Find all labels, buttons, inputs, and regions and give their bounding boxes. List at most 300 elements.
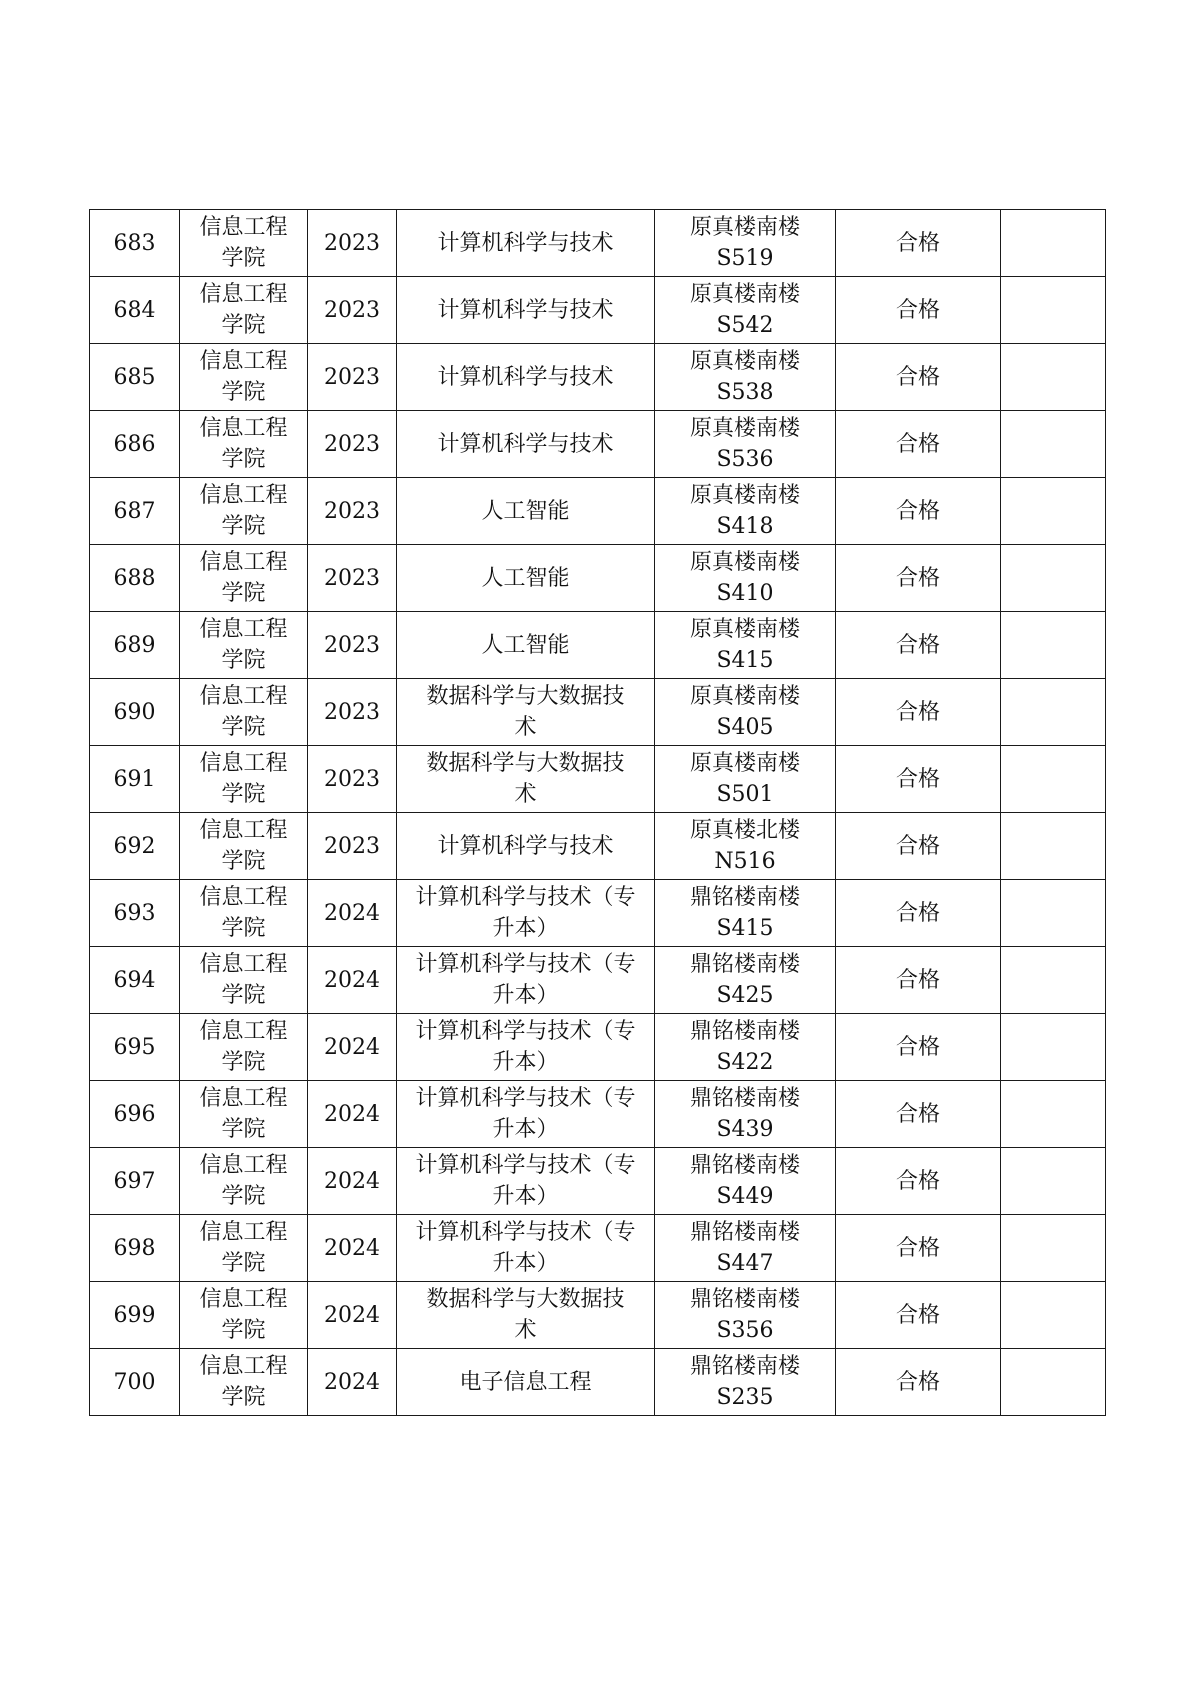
dormitory-cell (655, 1014, 836, 1081)
major-cell (397, 411, 655, 478)
row-number-cell (90, 1349, 180, 1416)
row-number-cell-text: 694 (113, 967, 156, 993)
row-number-cell-text: 690 (113, 699, 156, 725)
major-cell-line: 升本） (492, 1050, 559, 1075)
dormitory-cell-line: S439 (716, 1117, 774, 1142)
row-number-cell (90, 411, 180, 478)
result-cell (836, 612, 1001, 679)
major-cell (397, 277, 655, 344)
college-cell (180, 1349, 308, 1416)
college-cell (180, 277, 308, 344)
result-cell-text: 合格 (895, 1235, 940, 1261)
year-cell (308, 277, 397, 344)
year-cell-text: 2023 (324, 431, 380, 457)
dormitory-cell (655, 277, 836, 344)
dormitory-cell (655, 411, 836, 478)
major-cell (397, 1148, 655, 1215)
dormitory-cell (655, 478, 836, 545)
note-cell (1001, 478, 1106, 545)
dormitory-cell-line: 原真楼南楼 (689, 751, 800, 776)
row-number-cell-text: 696 (113, 1101, 156, 1127)
major-cell (397, 1014, 655, 1081)
college-cell-line: 信息工程 (199, 215, 288, 240)
major-cell (397, 746, 655, 813)
dormitory-cell-line: S519 (716, 246, 774, 271)
dormitory-cell-line: 原真楼北楼 (689, 818, 800, 843)
major-cell (397, 947, 655, 1014)
college-cell-line: 信息工程 (199, 818, 288, 843)
row-number-cell-text: 683 (113, 230, 156, 256)
row-number-cell (90, 612, 180, 679)
major-cell-line: 计算机科学与技术 (437, 297, 614, 323)
dormitory-cell-line: S425 (716, 983, 774, 1008)
table-row (90, 1014, 1106, 1081)
major-cell (397, 1215, 655, 1282)
major-cell-line: 人工智能 (481, 632, 570, 658)
college-cell (180, 1014, 308, 1081)
result-cell-text: 合格 (895, 431, 940, 457)
result-cell-text: 合格 (895, 1034, 940, 1060)
dormitory-cell (655, 545, 836, 612)
college-cell-line: 信息工程 (199, 952, 288, 977)
college-cell (180, 210, 308, 277)
result-cell-text: 合格 (895, 1302, 940, 1328)
year-cell (308, 1148, 397, 1215)
college-cell (180, 746, 308, 813)
dormitory-cell (655, 813, 836, 880)
dormitory-cell (655, 612, 836, 679)
dormitory-cell-line: 原真楼南楼 (689, 617, 800, 642)
year-cell (308, 478, 397, 545)
note-cell (1001, 947, 1106, 1014)
college-cell-line: 信息工程 (199, 617, 288, 642)
note-cell (1001, 679, 1106, 746)
dormitory-cell-line: S415 (716, 648, 774, 673)
college-cell (180, 679, 308, 746)
college-cell (180, 344, 308, 411)
dormitory-cell-line: N516 (714, 849, 776, 874)
dormitory-cell (655, 1215, 836, 1282)
major-cell (397, 1349, 655, 1416)
result-cell (836, 1148, 1001, 1215)
row-number-cell (90, 947, 180, 1014)
note-cell (1001, 1215, 1106, 1282)
major-cell-line: 数据科学与大数据技 (426, 751, 625, 776)
result-cell (836, 1014, 1001, 1081)
major-cell (397, 612, 655, 679)
result-cell-text: 合格 (895, 498, 940, 524)
row-number-cell (90, 344, 180, 411)
result-cell (836, 1282, 1001, 1349)
dormitory-cell (655, 344, 836, 411)
college-cell (180, 1215, 308, 1282)
major-cell-line: 计算机科学与技术 (437, 833, 614, 859)
major-cell (397, 813, 655, 880)
dormitory-cell-line: S415 (716, 916, 774, 941)
dormitory-cell-line: 原真楼南楼 (689, 282, 800, 307)
college-cell-line: 学院 (221, 782, 266, 807)
major-cell-line: 术 (514, 715, 537, 740)
dormitory-cell-line: 鼎铭楼南楼 (689, 952, 800, 977)
year-cell-text: 2023 (324, 364, 380, 390)
note-cell (1001, 277, 1106, 344)
year-cell (308, 813, 397, 880)
year-cell-text: 2024 (324, 1235, 380, 1261)
college-cell-line: 学院 (221, 246, 266, 271)
note-cell (1001, 1349, 1106, 1416)
college-cell-line: 学院 (221, 1385, 266, 1410)
major-cell-line: 计算机科学与技术 (437, 431, 614, 457)
year-cell-text: 2024 (324, 1302, 380, 1328)
row-number-cell (90, 1148, 180, 1215)
dormitory-cell-line: 原真楼南楼 (689, 215, 800, 240)
college-cell-line: 信息工程 (199, 1153, 288, 1178)
college-cell-line: 信息工程 (199, 1086, 288, 1111)
result-cell (836, 344, 1001, 411)
dormitory-cell (655, 679, 836, 746)
result-cell (836, 947, 1001, 1014)
year-cell-text: 2023 (324, 498, 380, 524)
major-cell-line: 计算机科学与技术 (437, 364, 614, 390)
college-cell-line: 学院 (221, 380, 266, 405)
dormitory-cell-line: 鼎铭楼南楼 (689, 1086, 800, 1111)
college-cell-line: 信息工程 (199, 483, 288, 508)
college-cell-line: 信息工程 (199, 751, 288, 776)
major-cell-line: 升本） (492, 1184, 559, 1209)
note-cell (1001, 545, 1106, 612)
year-cell (308, 545, 397, 612)
college-cell-line: 学院 (221, 514, 266, 539)
major-cell (397, 545, 655, 612)
year-cell-text: 2024 (324, 967, 380, 993)
row-number-cell (90, 1081, 180, 1148)
college-cell-line: 学院 (221, 1050, 266, 1075)
major-cell (397, 1081, 655, 1148)
dormitory-cell-line: S542 (716, 313, 774, 338)
college-cell-line: 信息工程 (199, 1019, 288, 1044)
table-row (90, 210, 1106, 277)
result-cell-text: 合格 (895, 833, 940, 859)
table-row (90, 746, 1106, 813)
college-cell (180, 813, 308, 880)
note-cell (1001, 411, 1106, 478)
college-cell (180, 411, 308, 478)
note-cell (1001, 1014, 1106, 1081)
row-number-cell-text: 691 (113, 766, 156, 792)
dormitory-cell-line: S405 (716, 715, 774, 740)
result-cell-text: 合格 (895, 364, 940, 390)
row-number-cell-text: 692 (113, 833, 156, 859)
college-cell-line: 信息工程 (199, 1287, 288, 1312)
year-cell (308, 1282, 397, 1349)
dormitory-cell (655, 746, 836, 813)
year-cell (308, 344, 397, 411)
major-cell-line: 升本） (492, 1251, 559, 1276)
dormitory-cell-line: 原真楼南楼 (689, 684, 800, 709)
table-row (90, 1081, 1106, 1148)
dormitory-cell-line: 鼎铭楼南楼 (689, 1287, 800, 1312)
row-number-cell-text: 685 (113, 364, 156, 390)
result-cell-text: 合格 (895, 766, 940, 792)
year-cell (308, 880, 397, 947)
college-cell (180, 947, 308, 1014)
dormitory-cell-line: S410 (716, 581, 774, 606)
result-cell (836, 746, 1001, 813)
row-number-cell-text: 699 (113, 1302, 156, 1328)
result-cell-text: 合格 (895, 1369, 940, 1395)
row-number-cell (90, 210, 180, 277)
major-cell (397, 880, 655, 947)
result-cell (836, 813, 1001, 880)
result-cell (836, 210, 1001, 277)
college-cell (180, 1282, 308, 1349)
row-number-cell (90, 813, 180, 880)
row-number-cell-text: 684 (113, 297, 156, 323)
note-cell (1001, 1148, 1106, 1215)
table-row (90, 411, 1106, 478)
college-cell (180, 545, 308, 612)
row-number-cell-text: 698 (113, 1235, 156, 1261)
major-cell (397, 478, 655, 545)
major-cell-line: 人工智能 (481, 565, 570, 591)
note-cell (1001, 1081, 1106, 1148)
table-body (90, 210, 1106, 1416)
year-cell (308, 1349, 397, 1416)
college-cell (180, 1148, 308, 1215)
college-cell-line: 学院 (221, 849, 266, 874)
major-cell-line: 术 (514, 782, 537, 807)
college-cell (180, 478, 308, 545)
dormitory-cell-line: 原真楼南楼 (689, 349, 800, 374)
result-cell (836, 545, 1001, 612)
document-page (89, 209, 1105, 1416)
college-cell (180, 1081, 308, 1148)
major-cell-line: 电子信息工程 (459, 1369, 592, 1395)
major-cell-line: 计算机科学与技术（专 (415, 1220, 636, 1245)
note-cell (1001, 1282, 1106, 1349)
major-cell-line: 数据科学与大数据技 (426, 684, 625, 709)
year-cell (308, 746, 397, 813)
year-cell (308, 1215, 397, 1282)
college-cell (180, 880, 308, 947)
dormitory-cell-line: S235 (716, 1385, 774, 1410)
dormitory-cell (655, 210, 836, 277)
table-row (90, 478, 1106, 545)
year-cell-text: 2023 (324, 699, 380, 725)
major-cell (397, 344, 655, 411)
table-row (90, 813, 1106, 880)
dormitory-cell-line: S449 (716, 1184, 774, 1209)
result-cell-text: 合格 (895, 1168, 940, 1194)
note-cell (1001, 746, 1106, 813)
major-cell-line: 计算机科学与技术（专 (415, 1086, 636, 1111)
year-cell-text: 2023 (324, 230, 380, 256)
row-number-cell (90, 1014, 180, 1081)
dormitory-cell-line: 鼎铭楼南楼 (689, 1220, 800, 1245)
row-number-cell-text: 689 (113, 632, 156, 658)
dormitory-cell-line: 鼎铭楼南楼 (689, 885, 800, 910)
year-cell-text: 2023 (324, 632, 380, 658)
year-cell-text: 2023 (324, 766, 380, 792)
college-cell-line: 学院 (221, 581, 266, 606)
dormitory-cell (655, 1081, 836, 1148)
dormitory-cell-line: 原真楼南楼 (689, 550, 800, 575)
college-cell-line: 信息工程 (199, 349, 288, 374)
note-cell (1001, 880, 1106, 947)
dormitory-cell-line: 鼎铭楼南楼 (689, 1153, 800, 1178)
year-cell-text: 2024 (324, 1168, 380, 1194)
college-cell-line: 信息工程 (199, 416, 288, 441)
major-cell-line: 计算机科学与技术（专 (415, 1019, 636, 1044)
college-cell-line: 学院 (221, 983, 266, 1008)
major-cell-line: 计算机科学与技术（专 (415, 885, 636, 910)
major-cell (397, 1282, 655, 1349)
college-cell-line: 学院 (221, 1318, 266, 1343)
year-cell (308, 411, 397, 478)
table-row (90, 1349, 1106, 1416)
table-row (90, 344, 1106, 411)
row-number-cell-text: 693 (113, 900, 156, 926)
year-cell-text: 2024 (324, 900, 380, 926)
year-cell-text: 2023 (324, 297, 380, 323)
dormitory-cell-line: S538 (716, 380, 774, 405)
major-cell-line: 数据科学与大数据技 (426, 1287, 625, 1312)
table-row (90, 612, 1106, 679)
major-cell-line: 人工智能 (481, 498, 570, 524)
note-cell (1001, 210, 1106, 277)
college-cell-line: 学院 (221, 715, 266, 740)
college-cell (180, 612, 308, 679)
major-cell-line: 计算机科学与技术（专 (415, 952, 636, 977)
result-cell (836, 1215, 1001, 1282)
note-cell (1001, 612, 1106, 679)
row-number-cell-text: 686 (113, 431, 156, 457)
college-cell-line: 学院 (221, 916, 266, 941)
dormitory-cell-line: S356 (716, 1318, 774, 1343)
table-row (90, 1148, 1106, 1215)
row-number-cell-text: 688 (113, 565, 156, 591)
year-cell (308, 210, 397, 277)
result-cell-text: 合格 (895, 230, 940, 256)
row-number-cell-text: 687 (113, 498, 156, 524)
table-row (90, 880, 1106, 947)
dormitory-cell-line: 原真楼南楼 (689, 483, 800, 508)
major-cell-line: 升本） (492, 1117, 559, 1142)
table-row (90, 277, 1106, 344)
row-number-cell-text: 695 (113, 1034, 156, 1060)
major-cell-line: 升本） (492, 983, 559, 1008)
dormitory-cell (655, 1148, 836, 1215)
college-cell-line: 学院 (221, 1251, 266, 1276)
result-cell-text: 合格 (895, 1101, 940, 1127)
row-number-cell-text: 700 (113, 1369, 156, 1395)
dormitory-cell (655, 1282, 836, 1349)
year-cell (308, 679, 397, 746)
dormitory-cell-line: 鼎铭楼南楼 (689, 1019, 800, 1044)
college-cell-line: 信息工程 (199, 1220, 288, 1245)
table-row (90, 679, 1106, 746)
year-cell-text: 2024 (324, 1101, 380, 1127)
year-cell-text: 2024 (324, 1369, 380, 1395)
year-cell-text: 2023 (324, 833, 380, 859)
row-number-cell (90, 277, 180, 344)
dormitory-cell (655, 947, 836, 1014)
year-cell (308, 1014, 397, 1081)
row-number-cell (90, 679, 180, 746)
college-cell-line: 学院 (221, 1117, 266, 1142)
row-number-cell-text: 697 (113, 1168, 156, 1194)
year-cell-text: 2024 (324, 1034, 380, 1060)
note-cell (1001, 813, 1106, 880)
dormitory-cell (655, 880, 836, 947)
result-cell (836, 411, 1001, 478)
note-cell (1001, 344, 1106, 411)
result-cell-text: 合格 (895, 900, 940, 926)
dormitory-inspection-table (89, 209, 1106, 1416)
result-cell-text: 合格 (895, 632, 940, 658)
dormitory-cell-line: S422 (716, 1050, 774, 1075)
dormitory-cell-line: S447 (716, 1251, 774, 1276)
year-cell (308, 1081, 397, 1148)
college-cell-line: 学院 (221, 1184, 266, 1209)
year-cell (308, 947, 397, 1014)
row-number-cell (90, 880, 180, 947)
table-row (90, 947, 1106, 1014)
row-number-cell (90, 1282, 180, 1349)
college-cell-line: 信息工程 (199, 282, 288, 307)
result-cell (836, 1081, 1001, 1148)
table-row (90, 1282, 1106, 1349)
table-row (90, 1215, 1106, 1282)
college-cell-line: 学院 (221, 313, 266, 338)
dormitory-cell-line: S418 (716, 514, 774, 539)
result-cell (836, 478, 1001, 545)
major-cell (397, 210, 655, 277)
college-cell-line: 信息工程 (199, 1354, 288, 1379)
result-cell-text: 合格 (895, 565, 940, 591)
dormitory-cell-line: S536 (716, 447, 774, 472)
dormitory-cell-line: 原真楼南楼 (689, 416, 800, 441)
college-cell-line: 学院 (221, 447, 266, 472)
table-row (90, 545, 1106, 612)
dormitory-cell-line: S501 (716, 782, 774, 807)
major-cell-line: 计算机科学与技术（专 (415, 1153, 636, 1178)
row-number-cell (90, 545, 180, 612)
college-cell-line: 信息工程 (199, 885, 288, 910)
row-number-cell (90, 746, 180, 813)
college-cell-line: 信息工程 (199, 550, 288, 575)
major-cell-line: 计算机科学与技术 (437, 230, 614, 256)
result-cell-text: 合格 (895, 699, 940, 725)
result-cell-text: 合格 (895, 967, 940, 993)
college-cell-line: 学院 (221, 648, 266, 673)
major-cell-line: 术 (514, 1318, 537, 1343)
result-cell (836, 1349, 1001, 1416)
major-cell (397, 679, 655, 746)
year-cell (308, 612, 397, 679)
result-cell (836, 679, 1001, 746)
row-number-cell (90, 1215, 180, 1282)
result-cell-text: 合格 (895, 297, 940, 323)
major-cell-line: 升本） (492, 916, 559, 941)
dormitory-cell (655, 1349, 836, 1416)
result-cell (836, 880, 1001, 947)
year-cell-text: 2023 (324, 565, 380, 591)
college-cell-line: 信息工程 (199, 684, 288, 709)
row-number-cell (90, 478, 180, 545)
result-cell (836, 277, 1001, 344)
dormitory-cell-line: 鼎铭楼南楼 (689, 1354, 800, 1379)
